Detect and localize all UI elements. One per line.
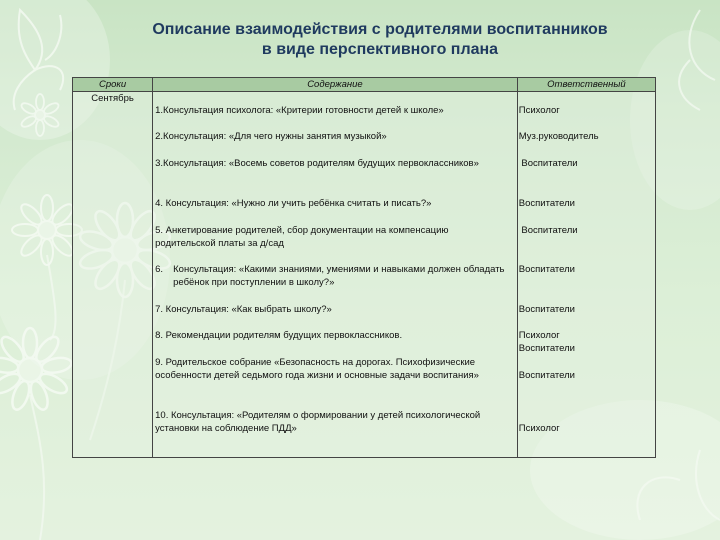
content-item: 3.Консультация: «Восемь советов родителям будущих первоклассников» — [155, 158, 479, 169]
responsible-item: Воспитатели — [518, 370, 575, 381]
responsible-cell — [517, 92, 655, 458]
content-item: 10. Консультация: «Родителям о формировании у детей психологической установки на соблюдение ПДД» — [155, 410, 481, 434]
content-item: 1.Консультация психолога: «Критерии готовности детей к школе» — [155, 105, 444, 116]
header-content: Содержание — [153, 78, 518, 92]
responsible-item: Психолог — [518, 423, 560, 434]
content-item: 5. Анкетирование родителей, сбор документации на компенсацию родительской платы за д/сад — [155, 225, 449, 249]
title-line-1: Описание взаимодействия с родителями воспитанников — [152, 21, 608, 38]
item-number: 6. — [155, 264, 164, 275]
content-item: 7. Консультация: «Как выбрать школу?» — [155, 304, 332, 315]
term-cell — [73, 92, 153, 458]
content-item: 4. Консультация: «Нужно ли учить ребёнка считать и писать?» — [155, 198, 432, 209]
title-line-2: в виде перспективного плана — [261, 41, 499, 58]
table-row — [73, 92, 656, 458]
header-responsible: Ответственный — [517, 78, 655, 92]
responsible-item: Муз.руководитель — [518, 131, 599, 142]
responsible-item: Воспитатели — [518, 198, 575, 209]
flower-decoration-icon — [0, 328, 73, 412]
term-value: Сентябрь — [91, 93, 134, 104]
responsible-item: Воспитатели — [518, 158, 578, 169]
table-header-row — [73, 78, 656, 92]
responsible-item: Психолог — [518, 105, 560, 116]
responsible-item: Воспитатели — [518, 304, 575, 315]
responsible-item: Воспитатели — [518, 225, 578, 236]
header-term: Сроки — [73, 78, 153, 92]
page-title — [0, 20, 720, 60]
content-item: 2.Консультация: «Для чего нужны занятия музыкой» — [155, 131, 387, 142]
item-text: Консультация: «Какими знаниями, умениями и навыками должен обладать ребёнок при поступлении в школу?» — [173, 264, 505, 288]
responsible-item: Воспитатели — [518, 264, 575, 275]
content-item: 8. Рекомендации родителям будущих первоклассников. — [155, 330, 403, 341]
content-item — [155, 263, 510, 289]
flower-decoration-icon — [20, 94, 60, 136]
content-item: 9. Родительское собрание «Безопасность на дорогах. Психофизические особенности детей седьмого года жизни и основные задачи воспитания» — [155, 357, 479, 381]
plan-table — [72, 77, 656, 458]
responsible-item: Психолог Воспитатели — [518, 330, 575, 354]
content-cell — [153, 92, 518, 458]
